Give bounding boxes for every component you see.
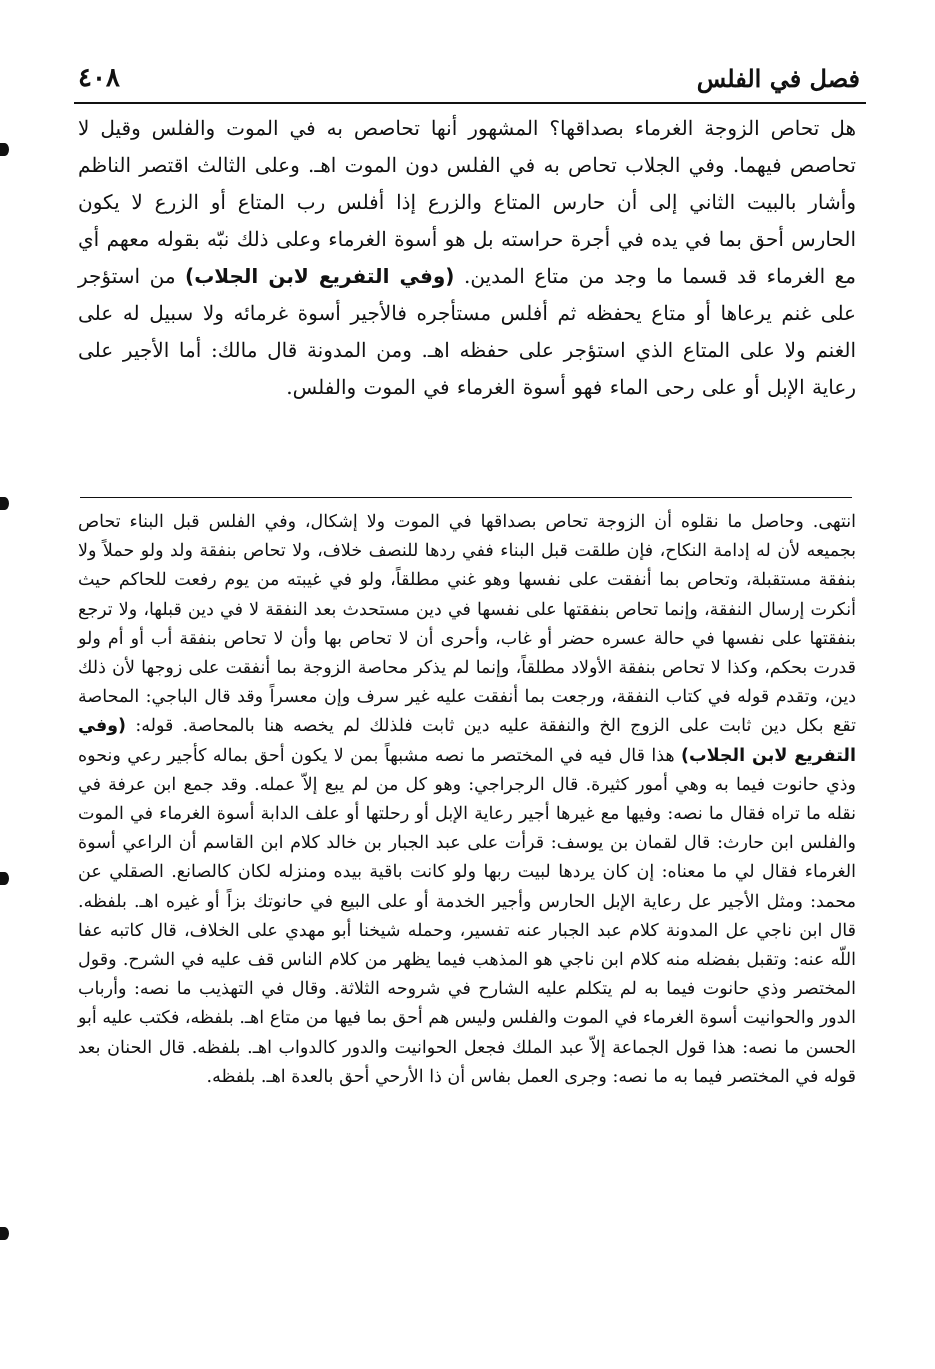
main-bold-citation: (وفي التفريع لابن الجلاب): [185, 264, 455, 288]
binding-mark: [0, 497, 9, 510]
main-text-part-2: من استؤجر على غنم يرعاها أو متاع يحفظه ثم أفلس مستأجره فالأجير أسوة غرمائه ولا سبيل له على الغنم ولا على المتاع الذي استؤجر على حفظه اهـ. ومن المدونة قال مالك: أما الأجير على رعاية الإبل أو على رحى الماء فهو أسوة الغرماء في الموت والفلس.: [78, 264, 856, 399]
page-number: ٤٠٨: [78, 63, 120, 93]
footnote-part-1: انتهى. وحاصل ما نقلوه أن الزوجة تحاص بصداقها في الموت ولا إشكال، وفي الفلس قبل البناء تحاص بجميعه لأن له إدامة النكاح، فإن طلقت قبل البناء ففي ردها للنصف خلاف، ولا تحاص بنفقة ولد ولو حملاً ولا بنفقة مستقبلة، وتحاص بما أنفقت على نفسها وهو غني مطلقاً، ولو في غيبته من يوم رفعت للحاكم حيث أنكرت إرسال النفقة، وإنما تحاص بنفقتها على نفسها في دين مستحدث بعد النفقة لا في دين قبلها، ولا ترجع بنفقتها على نفسها في حالة عسره حضر أو غاب، وأحرى أن لا تحاص بها وأن لا تحاص بنفقة أب أو أم ولو قدرت بحكم، وكذا لا تحاص بنفقة الأولاد مطلقاً، وإنما لم يذكر محاصة الزوجة بما أنفقت على زوجها لأن ذلك دين، وتقدم قوله في كتاب النفقة، ورجعت بما أنفقت عليه غير سرف وإن معسراً وقد قال الباجي: المحاصة تقع بكل دين ثابت على الزوج الخ والنفقة عليه دين ثابت فلذلك لم يخصه هنا بالمحاصة. قوله:: [78, 512, 856, 737]
header-rule: [74, 102, 866, 104]
binding-mark: [0, 872, 9, 885]
page-header: [78, 56, 860, 100]
footnote-separator: [80, 497, 852, 498]
binding-mark: [0, 1227, 9, 1240]
footnote-text: [78, 508, 856, 1092]
binding-mark: [0, 143, 9, 156]
main-text: [78, 110, 856, 406]
running-title: فصل في الفلس: [696, 63, 860, 93]
main-text-part-1: هل تحاص الزوجة الغرماء بصداقها؟ المشهور أنها تحاصص به في الموت والفلس وقيل لا تحاصص فيهما. وفي الجلاب تحاص به في الفلس دون الموت اهـ. وعلى الثالث اقتصر الناظم وأشار بالبيت الثاني إلى أن حارس المتاع والزرع إذا أفلس رب المتاع أو الزرع لا يكون الحارس أحق بما في يده في أجرة حراسته بل هو أسوة الغرماء وعلى ذلك نبّه بقوله معهم أي مع الغرماء قد قسما ما وجد من متاع المدين.: [78, 116, 856, 288]
footnote-bold-citation: (وفي التفريع لابن الجلاب): [78, 716, 856, 766]
footnote-part-2: هذا قال فيه في المختصر ما نصه مشبهاً بمن لا يكون أحق بماله كأجير رعي ونحوه وذي حانوت فيما به وهي أمور كثيرة. قال الرجراجي: وهو كل من لم يبع إلاّ عمله. وقد جمع ابن عرفة في نقله ما تراه فقال ما نصه: وفيها مع غيرها أجير رعاية الإبل أو رحلتها أو علف الدابة أسوة الغرماء في الموت والفلس ابن حارث: قال لقمان بن يوسف: قرأت على عبد الجبار بن خالد كلام ابن القاسم أن الراعي أسوة الغرماء فقال لي ما معناه: إن كان يردها لبيت ربها ولو كانت باقية بيده ومنزله لكان كالصانع. الصقلي عن محمد: ومثل الأجير عل رعاية الإبل الحارس وأجير الخدمة أو على البيع في حانوتك بزاً أو غيره اهـ. بلفظه. قال ابن ناجي عل المدونة كلام عبد الجبار عنه تفسير، وحمله شيخنا أبو مهدي على الخلاف، قال كاتبه عفا اللّه عنه: وتقبل بفضله منه كلام ابن ناجي هو المذهب فيما يظهر من كلام الناس قف عليه في الشرح. وقول المختصر وذي حانوت فيما به لم يتكلم عليه الشارح في شروحه الثلاثة. وقال في التهذيب ما نصه: وأرباب الدور والحوانيت أسوة الغرماء في الموت والفلس وليس هم أحق بما فيها من متاع اهـ. بلفظه، فكتب عليه أبو الحسن ما نصه: هذا قول الجماعة إلاّ عبد الملك فجعل الحوانيت والدور كالدواب اهـ. بلفظه. قال الحنان بعد قوله في المختصر فيما به ما نصه: وجرى العمل بفاس أن ذا الأرحي أحق بالعدة اهـ. بلفظه.: [78, 745, 856, 1087]
